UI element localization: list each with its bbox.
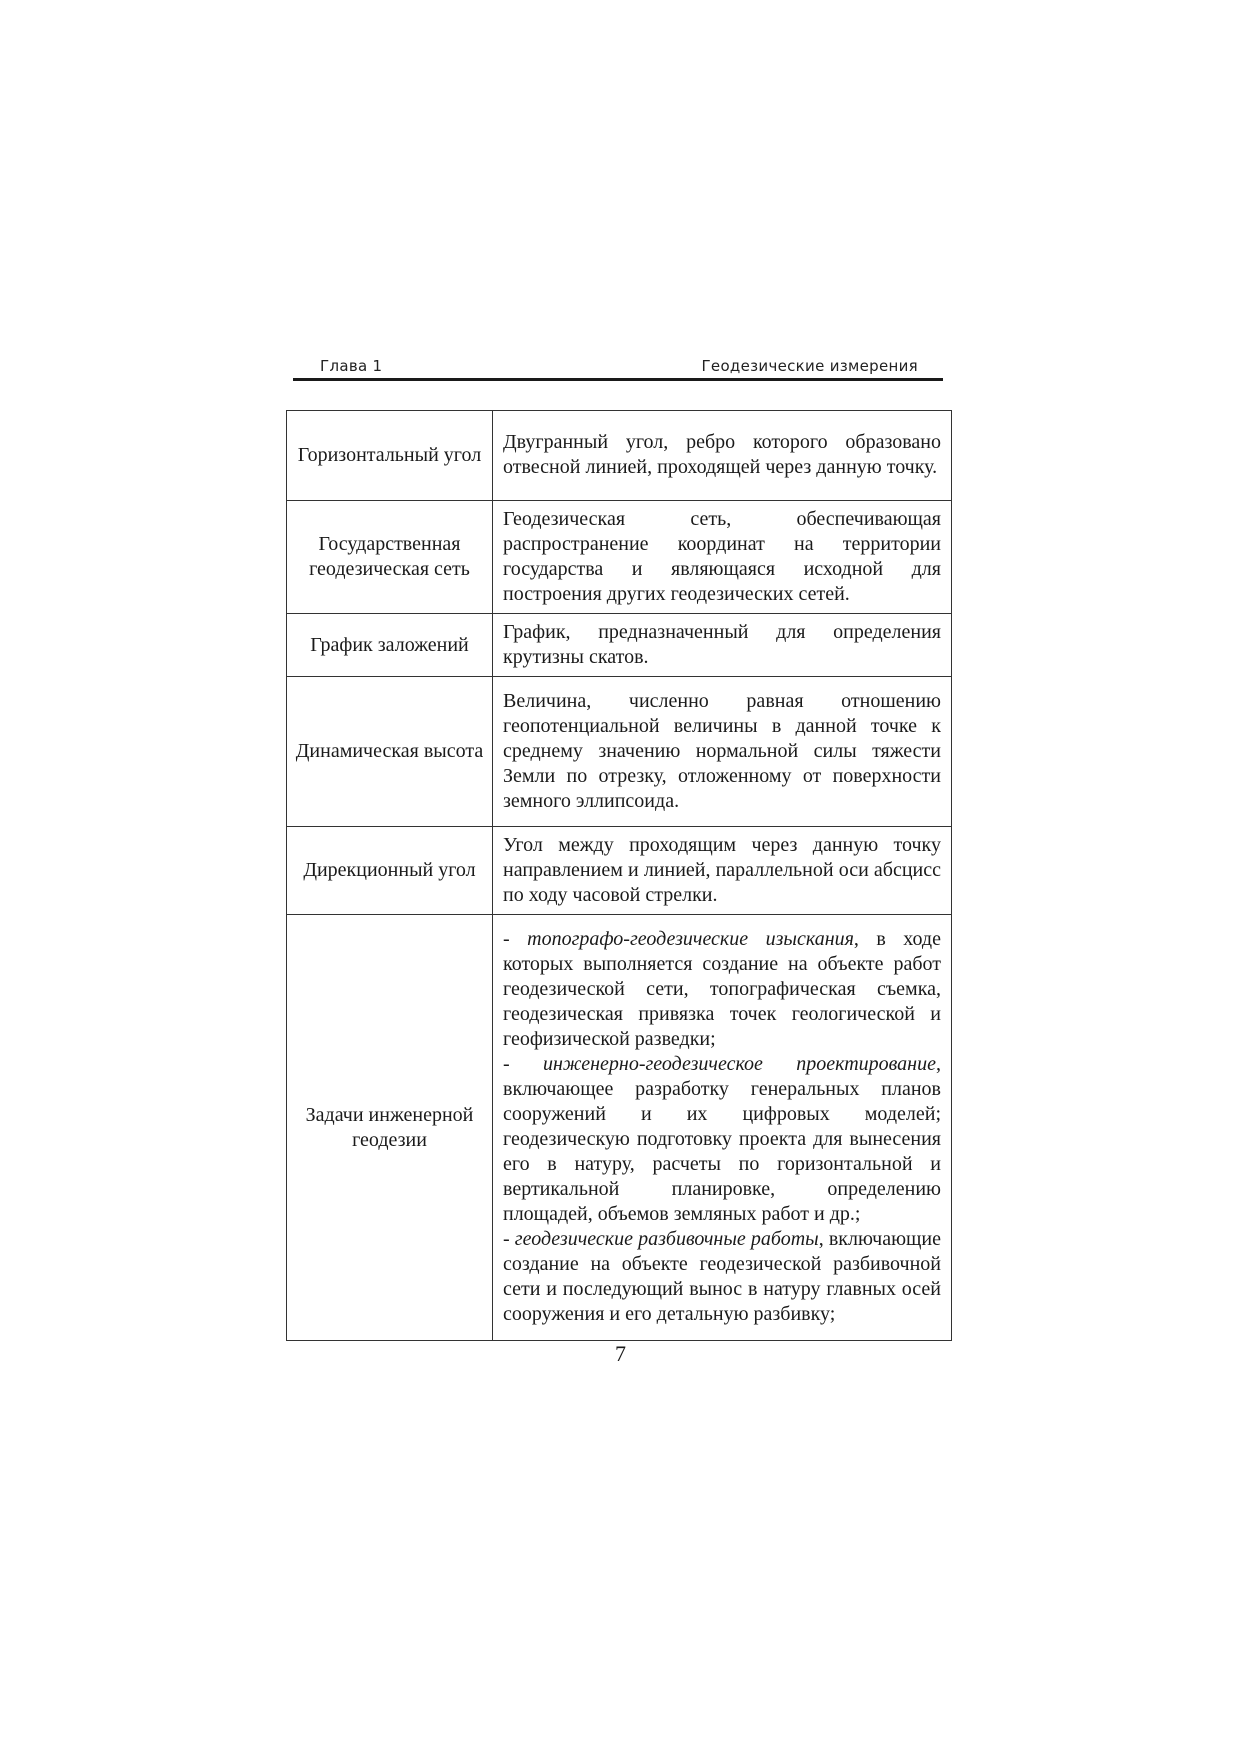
term-cell: Задачи инженерной геодезии xyxy=(287,915,493,1341)
definition-cell: Геодезическая сеть, обеспечивающая распространение координат на территории государства и являющаяся исходной для построения других геодезических сетей. xyxy=(493,501,952,614)
term-cell: Горизонтальный угол xyxy=(287,411,493,501)
task-name: инженерно-геодезическое проектирование xyxy=(542,1053,936,1075)
page-number: 7 xyxy=(615,1341,626,1366)
definition-cell xyxy=(493,915,952,1341)
table-row xyxy=(287,411,952,501)
definition-cell: График, предназначенный для определения крутизны скатов. xyxy=(493,614,952,677)
section-title: Геодезические измерения xyxy=(701,357,918,375)
definition-cell: Угол между проходящим через данную точку направлением и линией, параллельной оси абсцисс по ходу часовой стрелки. xyxy=(493,827,952,915)
term-cell: Динамическая высота xyxy=(287,677,493,827)
task-description: , в ходе которых выполняется создание на объекте работ геодезической сети, топографическая съемка, геодезическая привязка точек геологической и геофизической разведки; xyxy=(503,928,941,1050)
term-cell: Дирекционный угол xyxy=(287,827,493,915)
table-row xyxy=(287,501,952,614)
task-dash: - xyxy=(503,928,528,950)
definition-cell: Двугранный угол, ребро которого образовано отвесной линией, проходящей через данную точку. xyxy=(493,411,952,501)
task-name: геодезические разбивочные работы xyxy=(514,1228,819,1250)
header-rule xyxy=(293,378,943,381)
task-name: топографо-геодезические изыскания xyxy=(527,928,854,950)
table-row xyxy=(287,677,952,827)
glossary-table xyxy=(286,410,952,1341)
task-dash: - xyxy=(503,1228,515,1250)
table-row xyxy=(287,827,952,915)
task-description: , включающие создание на объекте геодезической разбивочной сети и последующий вынос в натуру главных осей сооружения и его детальную разбивку; xyxy=(503,1228,941,1325)
term-cell: Государственная геодезическая сеть xyxy=(287,501,493,614)
chapter-label: Глава 1 xyxy=(320,357,383,375)
running-header xyxy=(293,357,943,379)
task-item xyxy=(503,927,941,1052)
task-item xyxy=(503,1052,941,1227)
term-cell: График заложений xyxy=(287,614,493,677)
table-row xyxy=(287,614,952,677)
task-description: , включающее разработку генеральных планов сооружений и их цифровых моделей; геодезическую подготовку проекта для вынесения его в натуру, расчеты по горизонтальной и вертикальной планировке, определению площадей, объемов земляных работ и др.; xyxy=(503,1053,941,1225)
table-row xyxy=(287,915,952,1341)
task-item xyxy=(503,1227,941,1327)
task-dash: - xyxy=(503,1053,543,1075)
definition-cell: Величина, численно равная отношению геопотенциальной величины в данной точке к среднему значению нормальной силы тяжести Земли по отрезку, отложенному от поверхности земного эллипсоида. xyxy=(493,677,952,827)
